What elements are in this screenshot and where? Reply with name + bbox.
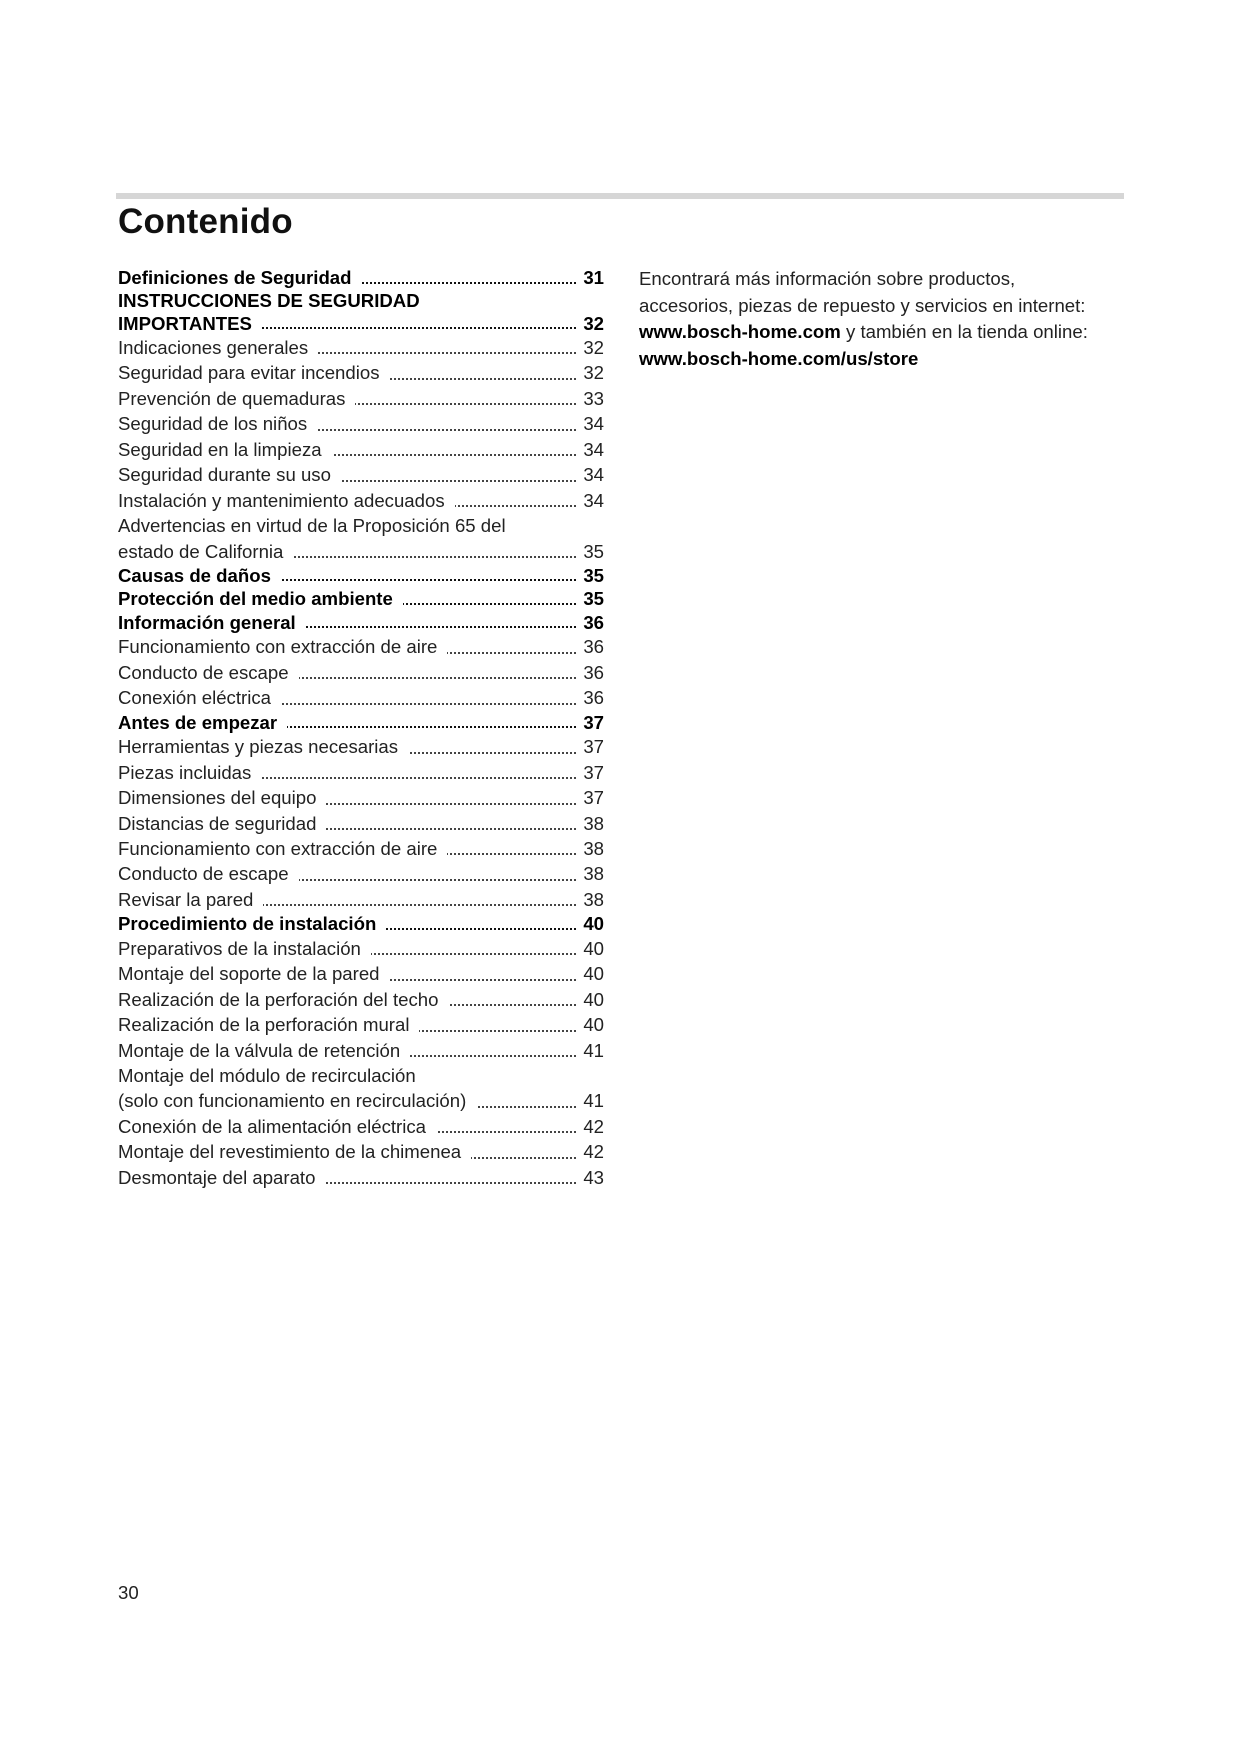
toc-entry-title: Piezas incluidas: [118, 760, 261, 785]
toc-entry-page: 32: [577, 335, 604, 360]
toc-entry-title: Desmontaje del aparato: [118, 1165, 325, 1190]
bosch-store-link[interactable]: www.bosch-home.com/us/store: [639, 347, 919, 369]
toc-entry[interactable]: [118, 836, 604, 861]
toc-entry-title: Revisar la pared: [118, 887, 263, 912]
toc-entry-page: 36: [577, 611, 604, 635]
toc-entry[interactable]: [118, 1012, 604, 1037]
toc-entry-page: 43: [577, 1165, 604, 1190]
toc-entry[interactable]: [118, 564, 604, 588]
toc-entry-title: Montaje del revestimiento de la chimenea: [118, 1139, 471, 1164]
toc-entry-title: Funcionamiento con extracción de aire: [118, 836, 447, 861]
toc-entry-title: Montaje del módulo de recirculación: [118, 1063, 426, 1088]
toc-entry[interactable]: [118, 360, 604, 385]
toc-entry-title: Montaje de la válvula de retención: [118, 1038, 410, 1063]
info-line: Encontrará más información sobre productos,: [639, 268, 1016, 289]
toc-entry-page: 34: [577, 462, 604, 487]
toc-entry-title: Instalación y mantenimiento adecuados: [118, 488, 455, 513]
toc-entry-title: Preparativos de la instalación: [118, 936, 371, 961]
toc-entry-page: 38: [577, 836, 604, 861]
toc-entry[interactable]: [118, 961, 604, 986]
info-line: accesorios, piezas de repuesto y servicios en internet:: [639, 294, 1086, 316]
toc-entry-page: 36: [577, 660, 604, 685]
toc-entry-title: Advertencias en virtud de la Proposición 65 del: [118, 513, 516, 538]
toc-entry[interactable]: [118, 386, 604, 411]
toc-entry[interactable]: [118, 462, 604, 487]
toc-entry-title: Realización de la perforación mural: [118, 1012, 419, 1037]
toc-entry-title: Herramientas y piezas necesarias: [118, 734, 408, 759]
toc-entry-page: 36: [577, 685, 604, 710]
toc-entry-title: Realización de la perforación del techo: [118, 987, 448, 1012]
toc-entry-title: Funcionamiento con extracción de aire: [118, 634, 447, 659]
toc-entry[interactable]: [118, 539, 604, 564]
table-of-contents: [118, 266, 604, 1190]
toc-entry-page: 38: [577, 811, 604, 836]
toc-entry-page: 34: [577, 488, 604, 513]
toc-entry-page: 38: [577, 887, 604, 912]
toc-entry-page: 38: [577, 861, 604, 886]
toc-entry-page: 35: [577, 564, 604, 588]
toc-entry-title: Distancias de seguridad: [118, 811, 326, 836]
toc-entry-title: Procedimiento de instalación: [118, 912, 386, 936]
toc-entry-title: Conducto de escape: [118, 660, 299, 685]
toc-entry-page: 37: [577, 711, 604, 735]
toc-entry[interactable]: [118, 634, 604, 659]
info-line: [639, 346, 1139, 373]
toc-entry-title: Seguridad en la limpieza: [118, 437, 332, 462]
toc-entry-page: 35: [577, 539, 604, 564]
toc-entry[interactable]: [118, 785, 604, 810]
toc-entry-title: Dimensiones del equipo: [118, 785, 326, 810]
toc-entry-page: 31: [577, 266, 604, 290]
toc-entry-page: 42: [577, 1114, 604, 1139]
toc-entry-page: 40: [577, 961, 604, 986]
toc-entry-title: Información general: [118, 611, 306, 635]
toc-entry-page: 40: [577, 912, 604, 936]
toc-entry[interactable]: [118, 987, 604, 1012]
toc-entry[interactable]: [118, 936, 604, 961]
toc-entry-page: 37: [577, 734, 604, 759]
toc-entry-title: Conexión eléctrica: [118, 685, 281, 710]
page-number: 30: [118, 1582, 139, 1603]
toc-entry[interactable]: [118, 1038, 604, 1063]
toc-entry-page: 34: [577, 437, 604, 462]
toc-entry[interactable]: [118, 1139, 604, 1164]
info-block: [639, 266, 1139, 372]
toc-entry-title: Seguridad durante su uso: [118, 462, 341, 487]
toc-entry-page: 36: [577, 634, 604, 659]
toc-entry[interactable]: [118, 1114, 604, 1139]
toc-entry[interactable]: [118, 760, 604, 785]
toc-entry[interactable]: [118, 811, 604, 836]
toc-entry-title: Conducto de escape: [118, 861, 299, 886]
toc-entry-page: 34: [577, 411, 604, 436]
toc-entry-page: 40: [577, 1012, 604, 1037]
info-line: [639, 319, 1139, 346]
toc-entry-title: (solo con funcionamiento en recirculación): [118, 1088, 476, 1113]
toc-entry[interactable]: [118, 660, 604, 685]
toc-entry-title: Antes de empezar: [118, 711, 287, 735]
toc-entry-title: Conexión de la alimentación eléctrica: [118, 1114, 436, 1139]
toc-entry[interactable]: [118, 861, 604, 886]
toc-entry-page: 40: [577, 987, 604, 1012]
toc-entry[interactable]: [118, 1088, 604, 1113]
toc-entry-title: Seguridad de los niños: [118, 411, 317, 436]
toc-entry-title: Definiciones de Seguridad: [118, 266, 362, 290]
toc-entry[interactable]: [118, 513, 604, 538]
toc-entry[interactable]: [118, 312, 604, 336]
toc-entry-page: 33: [577, 386, 604, 411]
toc-entry[interactable]: [118, 887, 604, 912]
toc-entry[interactable]: [118, 1165, 604, 1190]
toc-entry-page: 37: [577, 785, 604, 810]
toc-entry-title: Seguridad para evitar incendios: [118, 360, 390, 385]
toc-entry-title: INSTRUCCIONES DE SEGURIDAD: [118, 290, 430, 312]
toc-entry-page: 41: [577, 1038, 604, 1063]
toc-entry-title: estado de California: [118, 539, 293, 564]
bosch-home-link[interactable]: www.bosch-home.com: [639, 321, 841, 342]
toc-entry-page: 37: [577, 760, 604, 785]
toc-entry-page: 35: [577, 587, 604, 611]
toc-entry-title: IMPORTANTES: [118, 312, 262, 336]
toc-entry-title: Prevención de quemaduras: [118, 386, 355, 411]
toc-entry-page: 40: [577, 936, 604, 961]
toc-entry-page: 32: [577, 312, 604, 336]
toc-entry-title: Montaje del soporte de la pared: [118, 961, 390, 986]
toc-entry[interactable]: [118, 266, 604, 290]
toc-entry[interactable]: [118, 437, 604, 462]
toc-entry[interactable]: [118, 912, 604, 936]
toc-entry[interactable]: [118, 711, 604, 735]
top-rule: [116, 193, 1124, 199]
info-line-text: y también en la tienda online:: [840, 321, 1088, 342]
toc-entry-title: Protección del medio ambiente: [118, 587, 403, 611]
toc-entry[interactable]: [118, 611, 604, 635]
toc-entry[interactable]: [118, 488, 604, 513]
toc-entry-title: Indicaciones generales: [118, 335, 318, 360]
toc-entry[interactable]: [118, 734, 604, 759]
toc-entry-page: 42: [577, 1139, 604, 1164]
page-title: Contenido: [118, 202, 293, 241]
toc-entry[interactable]: [118, 1063, 604, 1088]
toc-entry-title: Causas de daños: [118, 564, 281, 588]
toc-entry[interactable]: [118, 685, 604, 710]
toc-entry[interactable]: [118, 335, 604, 360]
toc-entry[interactable]: [118, 290, 604, 312]
toc-entry[interactable]: [118, 587, 604, 611]
toc-entry-page: 41: [577, 1088, 604, 1113]
toc-entry-page: 32: [577, 360, 604, 385]
toc-entry[interactable]: [118, 411, 604, 436]
